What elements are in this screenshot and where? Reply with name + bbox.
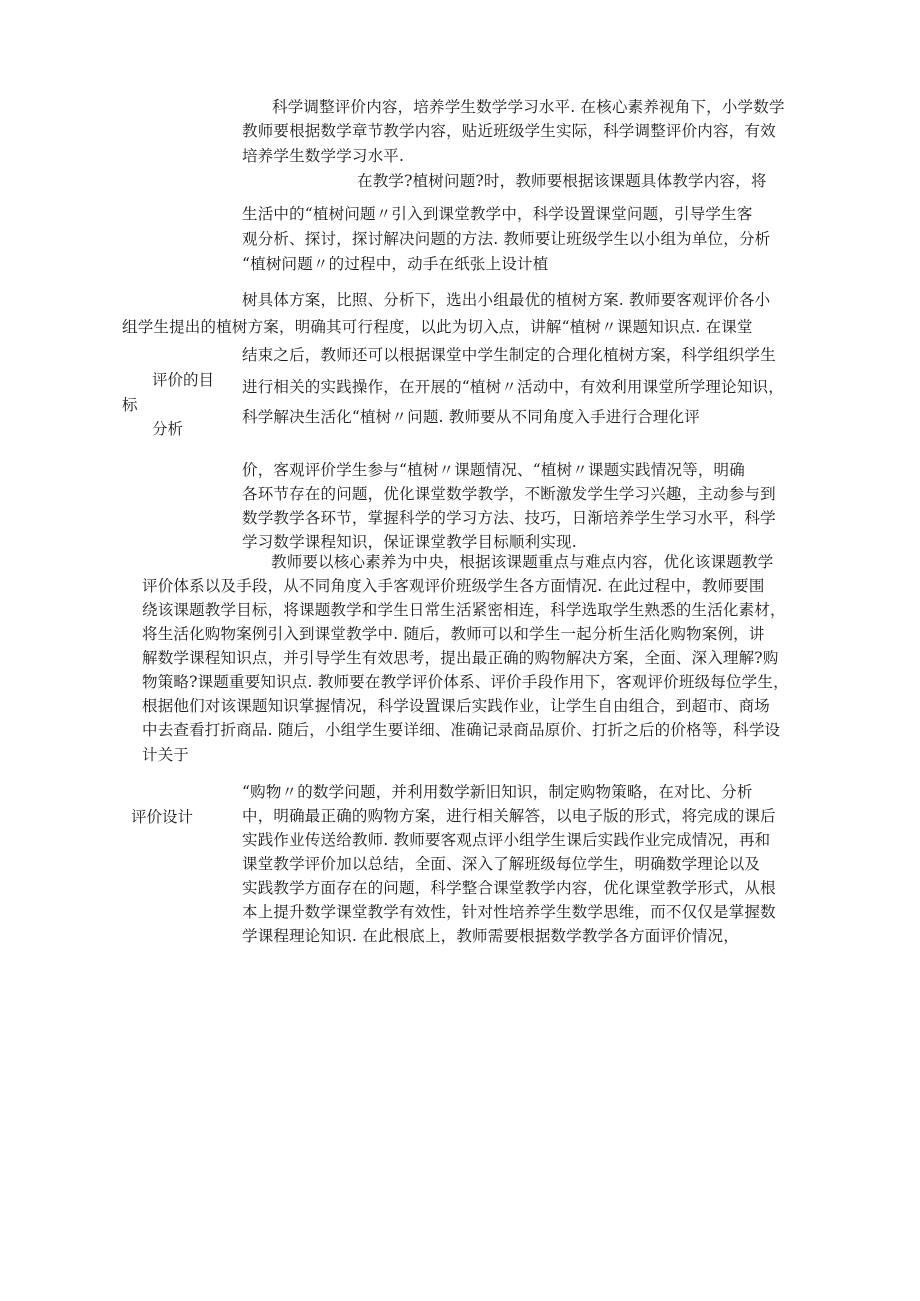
paragraph-4-line: 各环节存在的问题，优化课堂数学教学，不断激发学生学习兴趣，主动参与到: [242, 485, 776, 503]
paragraph-5-line: 物策略?课题重要知识点. 教师要在教学评价体系、评价手段作用下，客观评价班级每位学生，: [142, 673, 789, 691]
paragraph-3-line: 结束之后，教师还可以根据课堂中学生制定的合理化植树方案，科学组织学生: [242, 346, 776, 364]
paragraph-5-line: 中去查看打折商品. 随后，小组学生要详细、准确记录商品原价、打折之后的价格等，科学设: [142, 721, 781, 739]
paragraph-6-line: 学课程理论知识. 在此根底上，教师需要根据数学教学各方面评价情况，: [242, 927, 739, 945]
paragraph-4-line: 数学教学各环节，掌握科学的学习方法、技巧，日渐培养学生学习水平，科学: [242, 509, 776, 527]
paragraph-6-line: 本上提升数学课堂教学有效性，针对性培养学生数学思维，而不仅仅是掌握数: [242, 903, 776, 921]
paragraph-2-line: 在教学?植树问题?时，教师要根据该课题具体教学内容，将: [357, 172, 767, 190]
paragraph-3-line: 组学生提出的植树方案，明确其可行程度，以此为切入点，讲解“植树〃课题知识点. 在课堂: [122, 318, 753, 336]
paragraph-5-line: 教师要以核心素养为中央，根据该课题重点与难点内容，优化该课题教学: [271, 553, 774, 571]
evaluation-goal-label: 分析: [152, 420, 184, 438]
paragraph-4-line: 价，客观评价学生参与“植树〃课题情况、“植树〃课题实践情况等，明确: [242, 461, 745, 479]
paragraph-1-line: 教师要根据数学章节教学内容，贴近班级学生实际，科学调整评价内容，有效: [242, 122, 776, 140]
paragraph-6-line: 实践作业传送给教师. 教师要客观点评小组学生课后实践作业完成情况，再和: [242, 831, 771, 849]
evaluation-design-label: 评价设计: [131, 808, 194, 826]
evaluation-goal-label: 标: [122, 396, 138, 414]
paragraph-6-line: “购物〃的数学问题，并利用数学新旧知识，制定购物策略，在对比、分析: [242, 783, 753, 801]
paragraph-3-line: 科学解决生活化“植树〃问题. 教师要从不同角度入手进行合理化评: [242, 408, 700, 426]
paragraph-5-line: 评价体系以及手段，从不同角度入手客观评价班级学生各方面情况. 在此过程中，教师要围: [142, 577, 765, 595]
paragraph-5-line: 根据他们对该课题知识掌握情况，科学设置课后实践作业，让学生自由组合，到超市、商场: [142, 697, 771, 715]
paragraph-5-line: 绕该课题教学目标，将课题教学和学生日常生活紧密相连，科学选取学生熟悉的生活化素材，: [142, 601, 786, 619]
paragraph-6-line: 中，明确最正确的购物方案，进行相关解答，以电子版的形式，将完成的课后: [242, 807, 776, 825]
paragraph-4-line: 学习数学课程知识，保证课堂教学目标顺利实现.: [242, 533, 577, 551]
paragraph-2-line: “植树问题〃的过程中，动手在纸张上设计植: [242, 255, 549, 273]
paragraph-5-line: 解数学课程知识点，并引导学生有效思考，提出最正确的购物解决方案，全面、深入理解?购: [142, 649, 779, 667]
paragraph-6-line: 课堂教学评价加以总结，全面、深入了解班级每位学生，明确数学理论以及: [242, 855, 761, 873]
paragraph-1-line: 科学调整评价内容，培养学生数学学习水平. 在核心素养视角下，小学数学: [272, 98, 785, 116]
paragraph-2-line: 观分析、探讨，探讨解决问题的方法. 教师要让班级学生以小组为单位，分析: [242, 230, 771, 248]
paragraph-3-line: 树具体方案，比照、分析下，选出小组最优的植树方案. 教师要客观评价各小: [242, 291, 771, 309]
paragraph-6-line: 实践教学方面存在的问题，科学整合课堂教学内容，优化课堂教学形式，从根: [242, 879, 776, 897]
evaluation-goal-label: 评价的目: [152, 371, 215, 389]
paragraph-1-line: 培养学生数学学习水平.: [242, 147, 405, 165]
paragraph-3-line: 进行相关的实践操作，在开展的“植树〃活动中，有效利用课堂所学理论知识，: [242, 378, 784, 396]
paragraph-5-line: 计关于: [142, 746, 190, 764]
paragraph-2-line: 生活中的“植树问题〃引入到课堂教学中，科学设置课堂问题，引导学生客: [242, 205, 753, 223]
paragraph-5-line: 将生活化购物案例引入到课堂教学中. 随后，教师可以和学生一起分析生活化购物案例，讲: [142, 625, 765, 643]
